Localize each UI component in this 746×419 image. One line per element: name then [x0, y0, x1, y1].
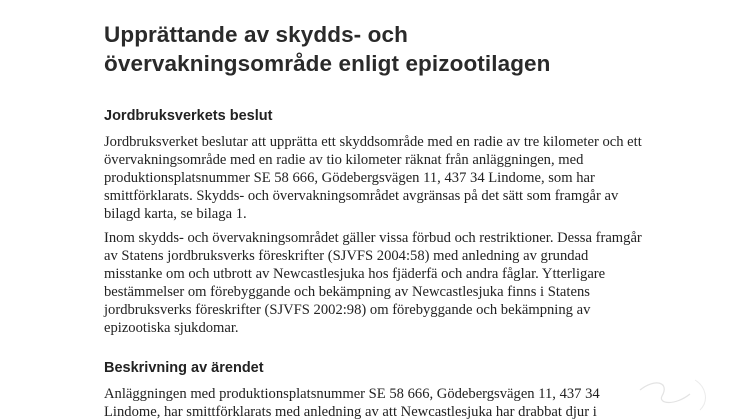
- text-line: av Statens jordbruksverks föreskrifter (SJVFS 2004:58) med anledning av grundad: [104, 248, 589, 264]
- paragraph-decision: [104, 133, 664, 223]
- section-heading-description: Beskrivning av ärendet: [104, 360, 264, 376]
- text-line: övervakningsområde med en radie av tio kilometer räknat från anläggningen, med: [104, 152, 584, 168]
- text-line: Inom skydds- och övervakningsområdet gäller vissa förbud och restriktioner. Dessa framgår: [104, 230, 642, 246]
- text-line: smittförklarats. Skydds- och övervakningsområdet avgränsas på det sätt som framgår av: [104, 188, 619, 204]
- page-title: [104, 20, 664, 78]
- faint-pen-mark: [600, 360, 740, 419]
- text-line: jordbruksverks föreskrifter (SJVFS 2002:98) om förebyggande och bekämpning av: [104, 302, 591, 318]
- text-line: produktionsplatsnummer SE 58 666, Gödebergsvägen 11, 437 34 Lindome, som har: [104, 170, 595, 186]
- section-heading-decision: Jordbruksverkets beslut: [104, 108, 273, 124]
- text-line: Anläggningen med produktionsplatsnummer SE 58 666, Gödebergsvägen 11, 437 34: [104, 386, 600, 402]
- text-line: bilagd karta, se bilaga 1.: [104, 206, 247, 222]
- text-line: misstanke om och utbrott av Newcastlesjuka hos fjäderfä och andra fåglar. Ytterligare: [104, 266, 606, 282]
- title-line: övervakningsområde enligt epizootilagen: [104, 51, 551, 76]
- paragraph-restrictions: [104, 229, 664, 337]
- text-line: epizootiska sjukdomar.: [104, 320, 239, 336]
- text-line: Jordbruksverket beslutar att upprätta ett skyddsområde med en radie av tre kilometer och ett: [104, 134, 642, 150]
- text-line: Lindome, har smittförklarats med anledning av att Newcastlesjuka har drabbat djur i: [104, 404, 597, 419]
- title-line: Upprättande av skydds- och: [104, 22, 408, 47]
- text-line: bestämmelser om förebyggande och bekämpning av Newcastlesjuka finns i Statens: [104, 284, 590, 300]
- paragraph-description: [104, 385, 664, 419]
